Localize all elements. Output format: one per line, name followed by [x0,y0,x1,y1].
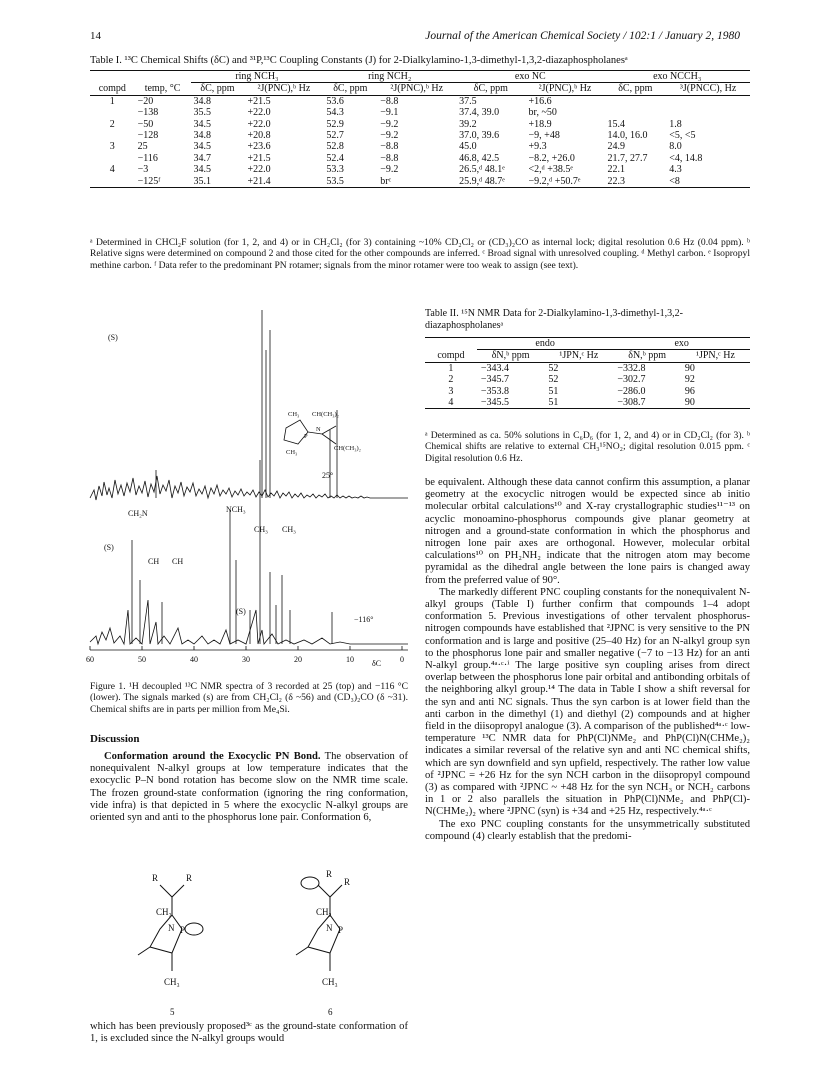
table1-cell: 3 [109,141,115,153]
table1-cell: −8.8 [380,95,399,107]
ch3-label: CH₃ [156,907,172,917]
table1-cell: 39.2 [459,118,477,130]
table1-cell: <5, <5 [669,130,696,142]
table1-cell: −9.2 [380,118,399,130]
table2-cell: −345.7 [480,374,509,386]
table1-cell: −9.2 [380,130,399,142]
table2-header: δN,ᵇ ppm [628,350,667,362]
nch3-label: NCH₃ [226,505,246,514]
table1-cell: 25.9,ᵈ 48.7ᵉ [459,175,505,187]
table1-header: temp, °C [144,83,181,95]
table1-cell: 45.0 [459,141,477,153]
table1-cell: 37.4, 39.0 [459,107,500,119]
table2-caption: Table II. ¹⁵N NMR Data for 2-Dialkylamino-1,3-dimethyl-1,3,2-diazaphospholanesᵃ [425,308,683,331]
table1-cell: <8 [669,175,680,187]
table1-cell: −116 [137,152,158,164]
table2-cell: 51 [548,385,559,397]
table1-row [90,141,750,152]
table1-cell [604,95,666,107]
table1-cell: 52.7 [326,130,344,142]
table2-row [425,397,750,409]
discussion-paragraph [90,1021,408,1045]
journal-header: Journal of the American Chemical Society / 102:1 / January 2, 1980 [425,30,740,42]
table1-cell [90,107,135,118]
table1-cell: 52.8 [326,141,344,153]
discussion-paragraph [90,751,408,824]
table1-cell: −9.2 [380,164,399,176]
table1-cell: 26.5,ᵈ 48.1ᵉ [459,164,505,176]
table1-group: ring NCH₂ [323,71,456,83]
axis-tick: 20 [294,655,302,664]
table1-cell: 22.1 [607,164,625,176]
structure-number-5: 5 [170,1007,175,1017]
table1-cell: 15.4 [607,118,625,130]
ch3-label: CH₃ [322,977,338,987]
table1-cell: 34.8 [193,130,212,142]
table1-cell: +21.5 [247,95,271,107]
right-column-text [425,477,750,843]
paragraph-text: which has been previously proposed³ᶜ as the ground-state conformation of 1, is excluded since the N-alkyl groups would [90,1021,408,1045]
table1-cell [90,176,135,188]
table1-cell: +21.5 [247,152,271,164]
r-label: R [186,873,193,883]
table2-cell: −353.8 [480,385,509,397]
table2-group: exo [613,338,750,350]
table1-cell: +18.9 [528,118,552,130]
table2-cell: −286.0 [617,385,646,397]
table1-cell: 1 [109,95,115,107]
axis-tick: 30 [242,655,250,664]
table1-cell: <2,ᵈ +38.5ᵉ [528,164,573,176]
table1-header: δC, ppm [473,83,508,95]
table1-group: ring NCH₃ [191,71,324,83]
table1-cell: 34.7 [193,152,212,164]
table1-cell: 4 [109,164,115,176]
r-label: R [326,869,333,879]
table1-cell: −20 [137,95,154,107]
table1-group: exo NC [456,71,604,83]
structure-number-6: 6 [328,1007,333,1017]
mol-ch-label: CH(CH₃)₂ [312,411,339,418]
table2-header: ¹JPN,ᶜ Hz [695,350,735,362]
table2-footnote: ᵃ Determined as ca. 50% solutions in C₆D₆ (for 1, 2, and 4) or in CD₂Cl₂ (for 3). ᵇ Chemical shifts are relative to external CH₃¹⁵NO₂; digital resolution 0.015 ppm. ᶜ Digital resolution 0.6 Hz. [425,430,750,464]
table2-row [425,374,750,385]
delta-axis-label: δC [372,659,382,668]
table1-row [90,95,750,107]
table2-header: δN,ᵇ ppm [491,350,530,362]
axis-tick: 50 [138,655,146,664]
table2-cell: 2 [448,374,454,386]
table1-cell: 53.5 [326,175,344,187]
table1-cell: −9.2,ᵈ +50.7ᵉ [528,175,581,187]
mol-ch3-label: CH₃ [286,449,298,456]
table1-cell: −50 [137,118,154,130]
mol-n-label: N [316,426,321,433]
n-label: N [326,923,333,933]
table1-cell: 25 [137,141,148,153]
discussion-heading: Discussion [90,733,140,745]
ch3-label: CH₃ [164,977,180,987]
table1-header: compd [98,83,126,95]
table1-group: exo NCCH₃ [604,71,750,83]
axis-tick: 40 [190,655,198,664]
table2-cell: 52 [548,362,559,374]
table1-cell: 2 [109,118,115,130]
solvent-label: (S) [236,607,246,616]
n-label: N [168,923,175,933]
table1-row [90,164,750,175]
table2-cell: 96 [684,385,695,397]
temp-top-label: 25° [322,471,334,480]
table1-row [90,119,750,130]
table2-header: compd [437,350,465,362]
page-number: 14 [90,30,101,42]
table2-cell: −308.7 [617,397,646,409]
paragraph-title: Conformation around the Exocyclic PN Bond. [104,751,321,762]
table1-cell: 52.9 [326,118,344,130]
table1-cell: 14.0, 16.0 [607,130,648,142]
table1-header: ²J(PNC),ᵇ Hz [390,83,444,95]
ch3-label: CH₃ [254,525,268,534]
ch3-label: CH₃ [282,525,296,534]
table1-row [90,153,750,164]
p-label: P [338,925,344,935]
conformation-structures [90,855,408,1020]
mol-p-label: P [304,433,308,440]
table1-cell: −8.8 [380,152,399,164]
table1-header: ³J(PNCC), Hz [679,83,737,95]
table1-caption: Table I. ¹³C Chemical Shifts (δC) and ³¹P,¹³C Coupling Constants (J) for 2-Dialkylamino-1,3-dimethyl-1,3,2-diazaphospholanesᵃ [90,55,628,66]
table1-cell: 53.3 [326,164,344,176]
table1-cell: −8.2, +26.0 [528,152,575,164]
table1-footnote: ᵃ Determined in CHCl₂F solution (for 1, 2, and 4) or in CH₂Cl₂ (for 3) containing ~10% CD₂Cl₂ or (CD₃)₂CO as internal lock; digital resolution 0.6 Hz (0.04 ppm). ᵇ Relative signs were determined on compound 2 and those cited for the other compounds are inferred. ᶜ Broad signal with unresolved coupling. ᵈ Methyl carbon. ᵉ Isopropyl methine carbon. ᶠ Data refer to the predominant PN rotamer; signals from the minor rotamer were too weak to assign (see text). [90,237,750,271]
table2-row [425,386,750,397]
table1-cell: −8.8 [380,141,399,153]
table1-cell: +16.6 [528,95,552,107]
table1-cell: 35.5 [193,107,212,119]
table1-cell: −138 [137,107,159,119]
table1-row [90,107,750,118]
table2-cell: 90 [684,362,695,374]
solvent-label: (S) [104,543,114,552]
table2-cell: −332.8 [617,362,646,374]
table1-cell: brᶜ [380,175,392,187]
table1-cell: +23.6 [247,141,271,153]
table1-cell: 34.5 [193,164,212,176]
table1-cell: 37.0, 39.6 [459,130,500,142]
ch-label: CH [172,557,184,566]
table1-cell: +21.4 [247,175,271,187]
table1-row [90,130,750,141]
table1-cell: 1.8 [669,118,682,130]
table1-row [90,176,750,188]
table1-cell: 21.7, 27.7 [607,152,648,164]
table2-cell: −343.4 [480,362,509,374]
figure1-caption: Figure 1. ¹H decoupled ¹³C NMR spectra of 3 recorded at 25 (top) and −116 °C (lower). The signals marked (s) are from CH₂Cl₂ (δ ~56) and (CD₃)₂CO (δ ~31). Chemical shifts are in parts per million from Me₄Si. [90,681,408,715]
table1-cell: −125ᶠ [137,175,161,187]
table1-cell: 52.4 [326,152,344,164]
table1-cell: 34.8 [193,95,212,107]
table1-cell: +9.3 [528,141,547,153]
table1-header: δC, ppm [618,83,653,95]
table1-cell: −3 [137,164,149,176]
axis-tick: 10 [346,655,354,664]
table2-cell: 3 [448,385,454,397]
table1-cell: 37.5 [459,95,477,107]
table2-header: ¹JPN,ᶜ Hz [559,350,599,362]
table1-cell: 22.3 [607,175,625,187]
table2-cell: 4 [448,397,454,409]
table1-cell: 34.5 [193,118,212,130]
table1-cell [666,95,750,107]
table2-cell: −302.7 [617,374,646,386]
table1-cell [604,107,666,118]
table2-cell: 1 [448,362,454,374]
axis-tick: 60 [86,655,94,664]
paragraph-text: The observation of nonequivalent N-alkyl groups at low temperature indicates that the exocyclic P–N bond rotation has become slow on the NMR time scale. The frozen ground-state conformation (ignoring the ring conformation, vide infra) is that depicted in 5 where the exocyclic N-alkyl groups are oriented syn and anti to the phosphorus lone pair. Conformation 6, [90,751,408,824]
figure1-spectra [86,310,408,675]
ch3-label: CH₃ [316,907,332,917]
table1-cell: <4, 14.8 [669,152,703,164]
table1-cell: 54.3 [326,107,344,119]
table1-cell: 24.9 [607,141,625,153]
table2 [425,337,750,409]
table1-cell: −128 [137,130,159,142]
table1-cell: −9, +48 [528,130,560,142]
mol-ch-label: CH(CH₃)₂ [334,445,361,452]
table1-header: δC, ppm [333,83,368,95]
solvent-label: (S) [108,333,118,342]
table1-header: δC, ppm [200,83,235,95]
table1-cell: 8.0 [669,141,682,153]
paragraph-text: The exo PNC coupling constants for the unsymmetrically substituted compound (4) clearly establish that the predomi- [425,818,750,842]
table2-cell: 51 [548,397,559,409]
ch-label: CH [148,557,160,566]
table2-group: endo [477,338,614,350]
table2-row [425,362,750,374]
table1 [90,70,750,188]
r-label: R [152,873,159,883]
axis-tick: 0 [400,655,404,664]
table1-header: ²J(PNC),ᵇ Hz [257,83,311,95]
r-label: R [344,877,351,887]
table1-cell: +22.0 [247,107,271,119]
table1-cell: +22.0 [247,118,271,130]
paragraph-text: be equivalent. Although these data cannot confirm this assumption, a planar geometry at the exocyclic nitrogen would be expected since ab initio molecular orbital calculations¹⁰ and X-ray crystallographic studies¹¹⁻¹³ on acyclic monoamino-phosphorus compounds give planar geometry at nitrogen and a ground-state conformation in which the phosphorus and nitrogen lone pair axes are orthogonal. However, molecular orbital calculations¹⁰ on PH₂NH₂ indicate that the nitrogen atom may become pyramidal as the dihedral angle between the lone pairs is changed away from the preferred value of 90°. [425,477,750,586]
table1-cell: +22.0 [247,164,271,176]
table1-cell: +20.8 [247,130,271,142]
table2-cell: 90 [684,397,695,409]
table2-cell: −345.5 [480,397,509,409]
table2-cell: 92 [684,374,695,386]
table2-cell: 52 [548,374,559,386]
table1-cell: −9.1 [380,107,399,119]
table1-cell: 34.5 [193,141,212,153]
table1-cell: 4.3 [669,164,682,176]
temp-bottom-label: −116° [354,615,374,624]
table1-cell: br, ~50 [528,107,557,119]
table1-cell: 53.6 [326,95,344,107]
table1-cell [666,107,750,118]
table1-cell [90,153,135,164]
table1-cell: 35.1 [193,175,212,187]
paragraph-text: The markedly different PNC coupling constants for the nonequivalent N-alkyl groups (Table I) further confirm that compounds 1–4 adopt conformation 5. Previous investigations of other tervalent phosphorus-nitrogen compounds have established that ²JPNC is very sensitive to the PN conformation and is large and positive (25–40 Hz) for an N-alkyl group syn to the phosphorus lone pair and smaller negative (−7 to −13 Hz) for an anti N-alkyl group.⁴ᵃ·ᶜ·ⁱ The large positive syn coupling arises from direct overlap between the phosphorus lone pair orbital and antibonding orbitals of the neighboring alkyl group.¹⁴ The data in Table I show a shift reversal for the syn and anti NC signals. Thus the syn carbon is at lower field than the anti carbon in the dimethyl (1) and diethyl (2) compounds and at higher field in the diisopropyl analogue (3). A comparison of the published⁴ᵃ·ᶜ low-temperature ¹³C NMR data for PhP(Cl)NMe₂ and PhP(Cl)N(CHMe₂)₂ indicates a similar reversal of the relative syn and anti NC chemical shifts, which are syn downfield and syn upfield, respectively. The rather low value of ²JPNC = +26 Hz for the syn NCH carbon in the diisopropyl compound (3) as compared with ²JPNC ~ +48 Hz for the syn NCH₃ or NCH₂ carbons in 1 or 2 also parallels the situation in PhP(Cl)NMe₂ and PhP(Cl)-N(CHMe₂)₂ where ²JPNC (syn) is +34 and +25 Hz, respectively.⁴ᵃ·ᶜ [425,586,750,818]
ch2n-label: CH₂N [128,509,148,518]
mol-ch3-label: CH₃ [288,411,300,418]
p-label: P [180,925,186,935]
table1-cell: 46.8, 42.5 [459,152,500,164]
table1-header: ²J(PNC),ᵇ Hz [538,83,592,95]
table1-cell [90,130,135,141]
